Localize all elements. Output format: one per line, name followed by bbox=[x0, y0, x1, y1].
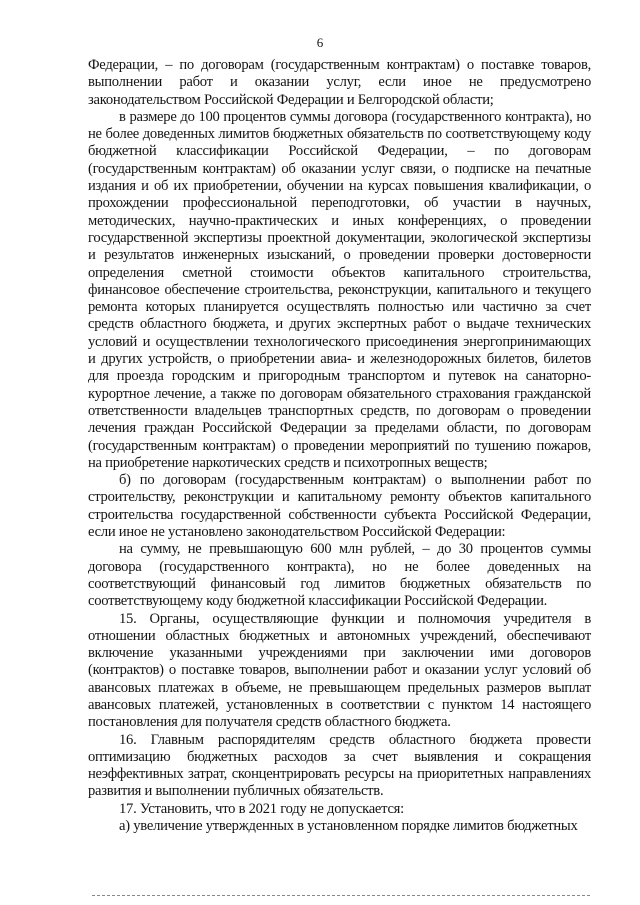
page-number: 6 bbox=[316, 35, 324, 50]
paragraph-continuation: Федерации, – по договорам (государственным контрактам) о поставке товаров, выполнении работ и оказании услуг, если иное не предусмотрено законодательством Российской Федерации и Белгородской области; bbox=[88, 57, 591, 108]
paragraph-subitem-a: а) увеличение утвержденных в установленном порядке лимитов бюджетных bbox=[119, 818, 578, 835]
paragraph-item-16: 16. Главным распорядителям средств областного бюджета провести оптимизацию бюджетных расходов за счет выявления и сокращения неэффективных затрат, сконцентрировать ресурсы на приоритетных направлениях развития и выполнении публичных обязательств. bbox=[88, 731, 591, 800]
paragraph-600-million: на сумму, не превышающую 600 млн рублей, – до 30 процентов суммы договора (государственного контракта), но не более доведенных на соответствующий финансовый год лимитов бюджетных обязательств по соответствующему коду бюджетной классификации Российской Федерации. bbox=[88, 541, 591, 610]
footer-divider bbox=[92, 895, 590, 896]
paragraph-item-15: 15. Органы, осуществляющие функции и полномочия учредителя в отношении областных бюджетных и автономных учреждений, обеспечивают включение указанными учреждениями при заключении ими договоров (контрактов) о поставке товаров, выполнении работ и оказании услуг условий об авансовых платежах в объеме, не превышающем предельных размеров выплат авансовых платежей, установленных в соответствии с пунктом 14 настоящего постановления для получателя средств областного бюджета. bbox=[88, 610, 591, 731]
paragraph-subitem-b: б) по договорам (государственным контрактам) о выполнении работ по строительству, реконструкции и капитальному ремонту объектов капитального строительства государственной собственности субъекта Российской Федерации, если иное не установлено законодательством Российской Федерации: bbox=[88, 472, 591, 541]
document-body bbox=[88, 57, 591, 835]
paragraph-item-17: 17. Установить, что в 2021 году не допускается: bbox=[119, 800, 404, 817]
paragraph-advance-100-percent: в размере до 100 процентов суммы договора (государственного контракта), но не более доведенных лимитов бюджетных обязательств по соответствующему коду бюджетной классификации Российской Федерации, – по договорам (государственным контрактам) об оказании услуг связи, о подписке на печатные издания и об их приобретении, обучении на курсах повышения квалификации, о прохождении профессиональной переподготовки, об участии в научных, методических, научно-практических и иных конференциях, о проведении государственной экспертизы проектной документации, экологической экспертизы и результатов инженерных изысканий, о проведении проверки достоверности определения сметной стоимости объектов капитального строительства, финансовое обеспечение строительства, реконструкции, капитального и текущего ремонта которых планируется осуществлять полностью или частично за счет средств областного бюджета, и других экспертных работ о выдаче технических условий и осуществлении технологического присоединения энергопринимающих и других устройств, о приобретении авиа- и железнодорожных билетов, билетов для проезда городским и пригородным транспортом и путевок на санаторно-курортное лечение, а также по договорам обязательного страхования гражданской ответственности владельцев транспортных средств, по договорам о проведении лечения граждан Российской Федерации за пределами области, по договорам (государственным контрактам) о проведении мероприятий по тушению пожаров, на приобретение наркотических средств и психотропных веществ; bbox=[88, 108, 591, 471]
